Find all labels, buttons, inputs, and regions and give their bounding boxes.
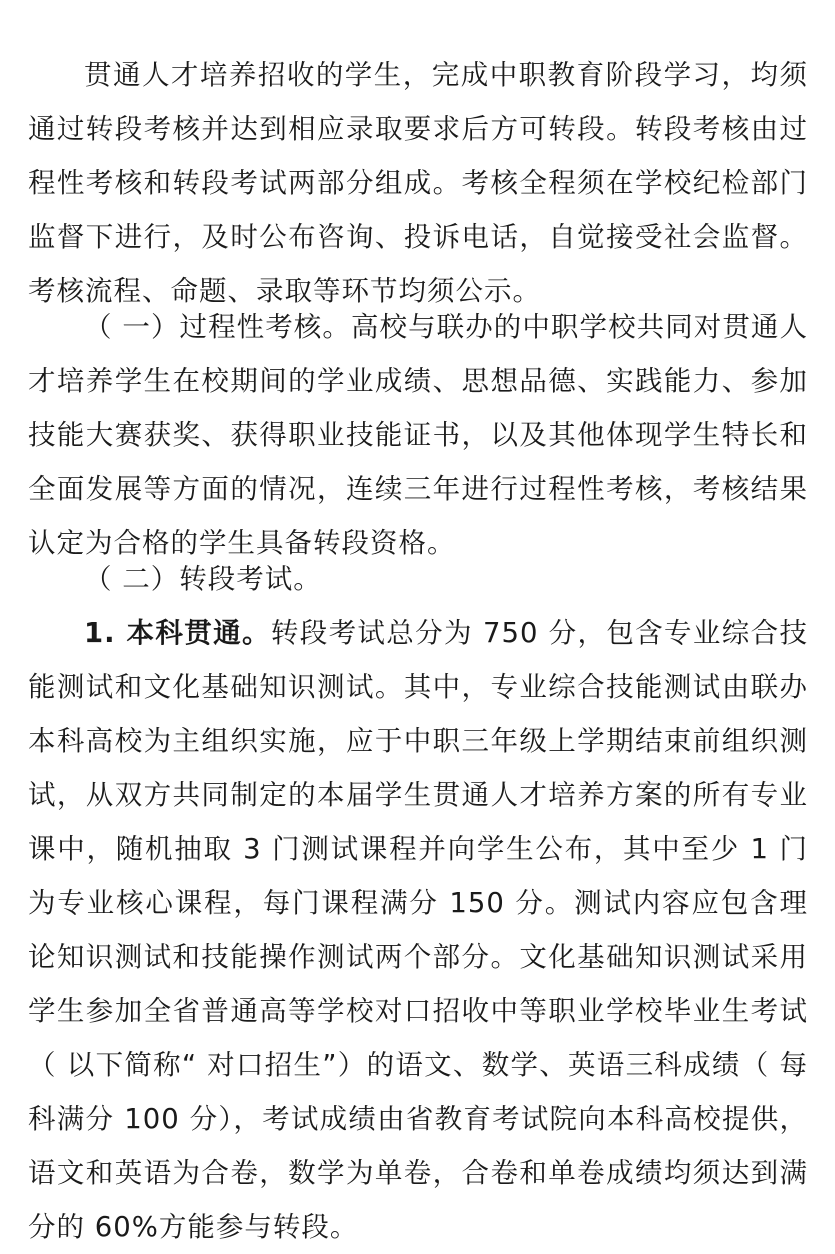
- intro-paragraph: 贯通人才培养招收的学生，完成中职教育阶段学习，均须通过转段考核并达到相应录取要求后方可转段。转段考核由过程性考核和转段考试两部分组成。考核全程须在学校纪检部门监督下进行，及时公布咨询、投诉电话，自觉接受社会监督。考核流程、命题、录取等环节均须公示。: [28, 59, 808, 307]
- process-assessment-paragraph: （ 一）过程性考核。高校与联办的中职学校共同对贯通人才培养学生在校期间的学业成绩、思想品德、实践能力、参加技能大赛获奖、获得职业技能证书，以及其他体现学生特长和全面发展等方面的情况，连续三年进行过程性考核，考核结果认定为合格的学生具备转段资格。: [28, 311, 808, 559]
- undergrad-label: 1. 本科贯通。: [84, 617, 271, 649]
- undergrad-paragraph: [28, 606, 808, 1254]
- transfer-exam-heading: （ 二）转段考试。: [84, 563, 322, 595]
- undergrad-body: 转段考试总分为 750 分，包含专业综合技能测试和文化基础知识测试。其中，专业综合技能测试由联办本科高校为主组织实施，应于中职三年级上学期结束前组织测试，从双方共同制定的本届学生贯通人才培养方案的所有专业课中，随机抽取 3 门测试课程并向学生公布，其中至少 1 门为专业核心课程，每门课程满分 150 分。测试内容应包含理论知识测试和技能操作测试两个部分。文化基础知识测试采用学生参加全省普通高等学校对口招收中等职业学校毕业生考试（ 以下简称“ 对口招生”）的语文、数学、英语三科成绩（ 每科满分 100 分），考试成绩由省教育考试院向本科高校提供，语文和英语为合卷，数学为单卷，合卷和单卷成绩均须达到满分的 60%方能参与转段。: [28, 617, 808, 1243]
